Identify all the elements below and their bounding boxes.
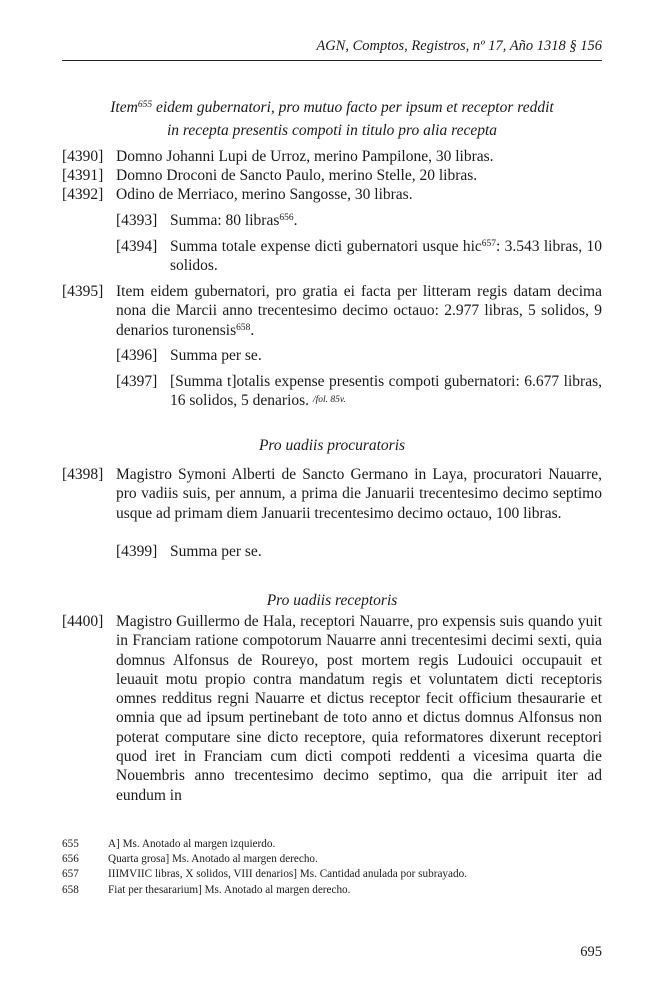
page-number: 695 xyxy=(580,944,602,960)
entry-4390 xyxy=(62,147,602,166)
footnote-number: 657 xyxy=(62,868,79,881)
entry-4395 xyxy=(62,282,602,340)
footnote-ref-655[interactable]: 655 xyxy=(137,100,153,110)
entry-4396 xyxy=(116,346,602,365)
entry-number: [4395] xyxy=(62,283,104,300)
entry-number: [4392] xyxy=(62,186,104,203)
footnotes xyxy=(62,837,602,898)
footnote-text: Quarta grosa] Ms. Anotado al margen derecho. xyxy=(108,853,318,866)
entry-tail: . xyxy=(250,321,255,339)
section-heading-procuratoris: Pro uadiis procuratoris xyxy=(258,437,406,454)
entry-text: Domno Johanni Lupi de Urroz, merino Pampilone, 30 libras. xyxy=(116,148,494,165)
section-heading-receptoris: Pro uadiis receptoris xyxy=(266,592,398,609)
entry-number: [4394] xyxy=(116,238,158,255)
footnote-ref-657[interactable]: 657 xyxy=(481,239,497,249)
footnote-text: A] Ms. Anotado al margen izquierdo. xyxy=(108,838,276,850)
folio-marker: /fol. 85v. xyxy=(312,395,346,406)
running-head: AGN, Comptos, Registros, nº 17, Año 1318 § 156 xyxy=(316,38,602,54)
entry-tail: . xyxy=(293,212,298,229)
entry-text: [Summa t]otalis expense presentis compoti gubernatori: 6.677 libras, 16 solidos, 5 denarios. xyxy=(170,373,602,410)
entry-4397 xyxy=(116,372,602,411)
footnote-658 xyxy=(62,883,602,898)
entry-number: [4390] xyxy=(62,148,104,165)
header-rule xyxy=(62,60,602,61)
document-page xyxy=(62,0,602,1000)
footnote-656 xyxy=(62,852,602,867)
entry-text: Magistro Guillermo de Hala, receptori Nauarre, pro expensis suis quando yuit in Franciam ratione compotorum Nauarre anni trecentesimi decimi sexti, quia domnus Alfonsus de Roureyo, post mortem regis Ludouici occupauit et leuauit motu propio contra mandatum regis et voluntatem dicti receptoris omnes redditus regni Nauarre et dictus receptor fecit officium thesaurarie et omnia que ad ipsum pertinebant de toto anno et dictus domnus Alfonsus non poterat computare sine dicto receptore, quia reformatores dixerunt receptori quod iret in Franciam cum dicti compoti reddenti a vicesima quarta die Nouembris anno trecentesimo decimo septimo, qua die arripuit iter ad eundum in xyxy=(116,613,602,804)
entry-text: Domno Droconi de Sancto Paulo, merino Stelle, 20 libras. xyxy=(116,167,478,184)
footnote-text: IIIMVIIC libras, X solidos, VIII denarios] Ms. Cantidad anulada por subrayado. xyxy=(108,868,467,881)
entry-4391 xyxy=(62,166,602,185)
footnote-ref-658[interactable]: 658 xyxy=(236,322,251,333)
entry-number: [4398] xyxy=(62,466,104,483)
entry-text: Summa totale expense dicti gubernatori usque hic xyxy=(170,238,482,255)
entry-number: [4391] xyxy=(62,167,104,184)
footnote-ref-656[interactable]: 656 xyxy=(279,213,294,223)
footnote-number: 656 xyxy=(62,853,79,866)
entry-4394 xyxy=(116,237,602,276)
footnote-657 xyxy=(62,867,602,882)
entry-text: Item eidem gubernatori, pro gratia ei facta per litteram regis datam decima nona die Marcii anno trecentesimo decimo octauo: 2.977 libras, 5 solidos, 9 denarios turonensis xyxy=(116,283,602,339)
entry-number: [4393] xyxy=(116,212,158,229)
entry-number: [4396] xyxy=(116,347,158,364)
entry-text: Summa per se. xyxy=(170,543,262,560)
entry-4398 xyxy=(62,465,602,523)
entry-tail: : 3.543 libras, 10 solidos. xyxy=(170,238,602,275)
entry-text: Odino de Merriaco, merino Sangosse, 30 libras. xyxy=(116,186,413,203)
footnote-655 xyxy=(62,837,602,852)
entry-4393 xyxy=(116,211,602,230)
footnote-number: 655 xyxy=(62,838,79,850)
entry-number: [4400] xyxy=(62,613,104,630)
section-heading-intro xyxy=(62,96,602,142)
entry-4400 xyxy=(62,612,602,805)
entry-number: [4399] xyxy=(116,543,158,560)
entry-4392 xyxy=(62,185,602,204)
heading-text: eidem gubernatori, pro mutuo facto per ipsum et receptor reddit xyxy=(152,99,554,116)
heading-item-word: Item xyxy=(110,99,138,116)
heading-line-1 xyxy=(62,96,602,119)
footnote-number: 658 xyxy=(62,883,79,896)
entry-text: Summa: 80 libras xyxy=(170,212,280,229)
entry-number: [4397] xyxy=(116,373,158,390)
entry-text: Summa per se. xyxy=(170,347,262,364)
heading-line-2: in recepta presentis compoti in titulo pro alia recepta xyxy=(166,122,498,139)
entry-4399 xyxy=(116,542,602,561)
footnote-text: Fiat per thesararium] Ms. Anotado al margen derecho. xyxy=(108,883,351,896)
entry-text: Magistro Symoni Alberti de Sancto Germano in Laya, procuratori Nauarre, pro vadiis suis, per annum, a prima die Januarii trecentesimo decimo septimo usque ad primam diem Januarii trecentesimo decimo octauo, 100 libras. xyxy=(116,466,602,522)
